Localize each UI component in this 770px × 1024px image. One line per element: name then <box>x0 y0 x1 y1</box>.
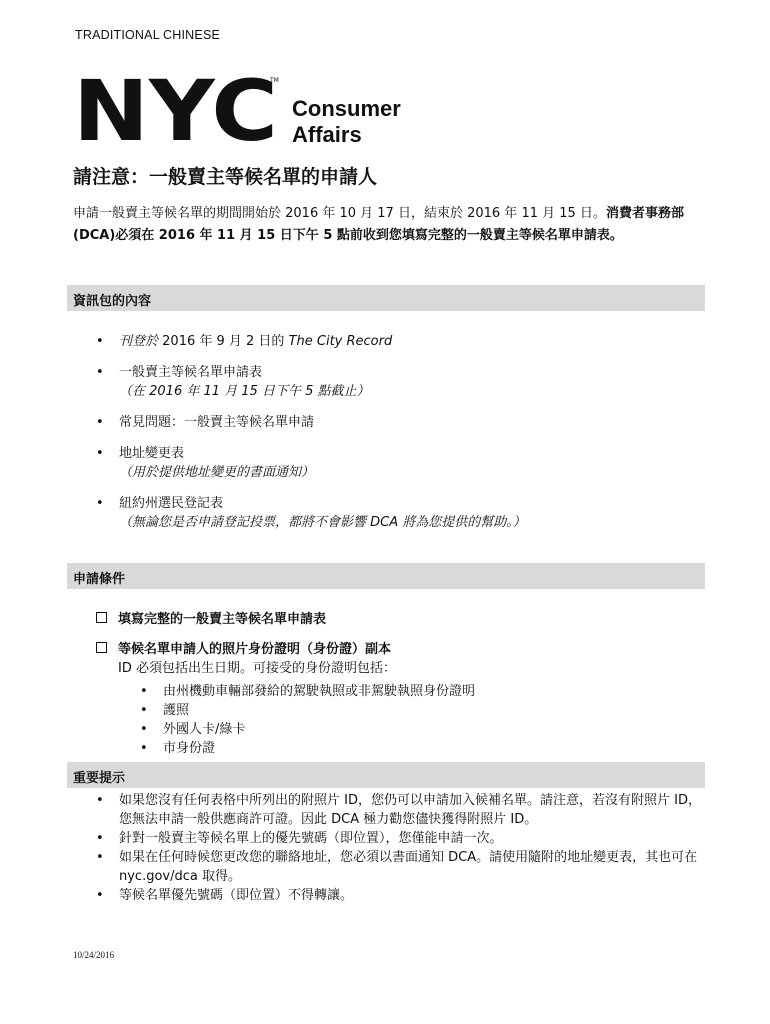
checkbox-icon <box>96 642 107 653</box>
agency-name-line2: Affairs <box>292 122 362 147</box>
list-item: • 紐約州選民登記表 （無論您是否申請登記投票，都將不會影響 DCA 將為您提供的幫助。） <box>96 494 696 532</box>
list-item: • 常見問題：一般賣主等候名單申請 <box>96 413 696 432</box>
list-item: • 外國人卡/綠卡 <box>140 720 660 739</box>
agency-name <box>292 96 401 148</box>
section-header-contents <box>67 285 705 311</box>
section-title-requirements: 申請條件 <box>73 572 126 587</box>
list-item: • 針對一般賣主等候名單上的優先號碼（即位置），您僅能申請一次。 <box>96 829 704 848</box>
contents-list <box>96 332 696 544</box>
svg-text:TM: TM <box>270 77 279 84</box>
id-types-list <box>140 682 660 758</box>
list-item: • 地址變更表 （用於提供地址變更的書面通知） <box>96 444 696 482</box>
checklist-item-photo-id: 等候名單申請人的照片身份證明（身份證）副本 <box>96 640 391 659</box>
page-title: 請注意：一般賣主等候名單的申請人 <box>73 166 378 188</box>
list-item: • 護照 <box>140 701 660 720</box>
list-item: • 一般賣主等候名單申請表 （在 2016 年 11 月 15 日下午 5 點截止） <box>96 363 696 401</box>
section-header-notes <box>67 762 705 788</box>
language-label: TRADITIONAL CHINESE <box>75 28 221 42</box>
section-title-contents: 資訊包的內容 <box>73 294 152 309</box>
intro-deadline: 消費者事務部 (DCA)必須在 2016 年 11 月 15 日下午 5 點前收到您填寫完整的一般賣主等候名單申請表。 <box>73 206 684 243</box>
section-header-requirements <box>67 563 705 589</box>
notes-list <box>96 791 704 905</box>
footer-date: 10/24/2016 <box>73 950 115 960</box>
list-item: • 市身份證 <box>140 739 660 758</box>
id-note: ID 必須包括出生日期。可接受的身份證明包括： <box>118 661 396 676</box>
list-item: • 如果在任何時候您更改您的聯絡地址，您必須以書面通知 DCA。請使用隨附的地址變更表，其也可在 nyc.gov/dca 取得。 <box>96 848 704 886</box>
list-item: • 等候名單優先號碼（即位置）不得轉讓。 <box>96 886 704 905</box>
list-item: • 由州機動車輛部發給的駕駛執照或非駕駛執照身份證明 <box>140 682 660 701</box>
checklist-item-application: 填寫完整的一般賣主等候名單申請表 <box>96 610 326 629</box>
agency-name-line1: Consumer <box>292 96 401 121</box>
nyc-logo-text: NYC <box>73 74 278 146</box>
intro-paragraph <box>73 203 703 247</box>
intro-text: 申請一般賣主等候名單的期間開始於 2016 年 10 月 17 日，結束於 2016 年 11 月 15 日。 <box>73 206 606 221</box>
list-item: • 刊登於 2016 年 9 月 2 日的 The City Record <box>96 332 696 351</box>
section-title-notes: 重要提示 <box>73 771 126 786</box>
list-item: • 如果您沒有任何表格中所列出的附照片 ID，您仍可以申請加入候補名單。請注意，若沒有附照片 ID，您無法申請一般供應商許可證。因此 DCA 極力勸您儘快獲得附照片 ID。 <box>96 791 704 829</box>
checkbox-icon <box>96 612 107 623</box>
